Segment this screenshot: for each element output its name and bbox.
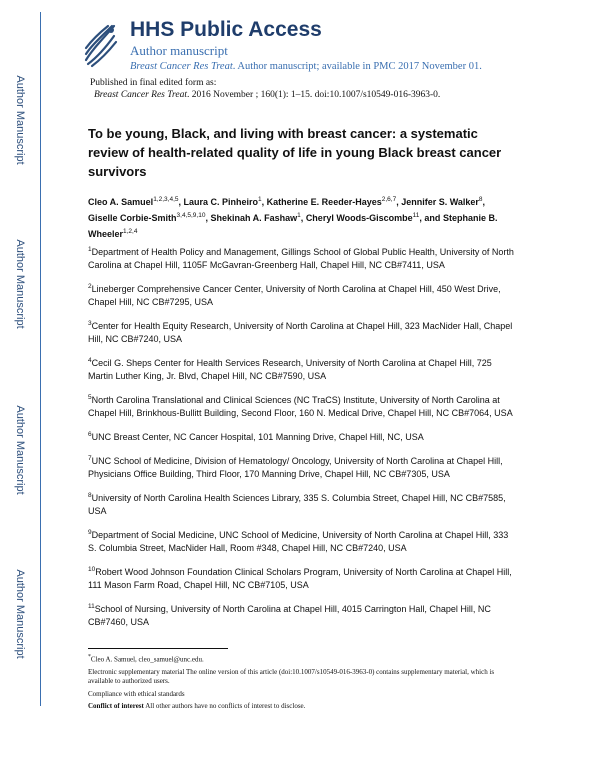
affiliation-number: 2 (88, 283, 92, 290)
header (60, 8, 590, 74)
affiliation-text: North Carolina Translational and Clinical Sciences (NC TraCS) Institute, University of North Carolina at Chapel Hill, Brinkhous-Bullitt Building, Second Floor, 160 N. Medical Drive, Chapel Hill, NC CB#7064, USA (88, 395, 513, 418)
supplementary-note: Electronic supplementary material The online version of this article (doi:10.1007/s10549-016-3963-0) contains supplementary material, which is available to authorized users. (88, 667, 495, 686)
author-name: Jennifer S. Walker (401, 197, 479, 207)
hhs-eagle-logo (78, 20, 120, 68)
author-manuscript-label: Author manuscript (130, 43, 228, 58)
affiliation-text: University of North Carolina Health Sciences Library, 335 S. Columbia Street, Chapel Hill, NC CB#7585, USA (88, 493, 506, 516)
author-separator: , (396, 197, 402, 207)
affiliation-list (88, 243, 516, 629)
author-separator: , (178, 197, 184, 207)
sidebar-label: Author Manuscript (14, 405, 26, 495)
affiliation-number: 11 (88, 603, 95, 610)
affiliation (88, 600, 516, 629)
author-name: Shekinah A. Fashaw (210, 213, 298, 223)
conflict-note: Conflict of interest All other authors have no conflicts of interest to disclose. (88, 702, 306, 711)
correspondence-note: *Cleo A. Samuel, cleo_samuel@unc.edu. (88, 654, 204, 664)
sidebar-label: Author Manuscript (14, 239, 26, 329)
journal-availability: Breast Cancer Res Treat. Author manuscript; available in PMC 2017 November 01. (130, 61, 482, 72)
compliance-note: Compliance with ethical standards (88, 689, 185, 698)
footnotes (88, 648, 518, 715)
author-separator: , (205, 213, 211, 223)
author-affiliation-marker: 1,2,3,4,5 (153, 196, 179, 203)
affiliation (88, 391, 516, 420)
sidebar (0, 0, 48, 706)
author-affiliation-marker: 3,4,5,9,10 (176, 212, 206, 219)
author-affiliation-marker: 8 (478, 196, 483, 203)
affiliation (88, 280, 516, 309)
author-separator: , (261, 197, 267, 207)
affiliation-text: School of Nursing, University of North Carolina at Chapel Hill, 4015 Carrington Hall, Chapel Hill, NC CB#7460, USA (88, 604, 491, 627)
affiliation-number: 4 (88, 357, 92, 364)
article-title: To be young, Black, and living with breast cancer: a systematic review of health-related quality of life in young Black breast cancer survivors (88, 126, 502, 179)
affiliation-number: 10 (88, 566, 96, 573)
author-name: Katherine E. Reeder-Hayes (266, 197, 382, 207)
author-separator: , (482, 197, 486, 207)
affiliation-number: 8 (88, 492, 92, 499)
hhs-title: HHS Public Access (130, 18, 322, 41)
author-affiliation-marker: 2,6,7 (381, 196, 397, 203)
author-name: Laura C. Pinheiro (183, 197, 259, 207)
citation: Breast Cancer Res Treat. 2016 November ; 160(1): 1–15. doi:10.1007/s10549-016-3963-0. (94, 90, 441, 100)
published-label: Published in final edited form as: (90, 78, 217, 88)
affiliation (88, 243, 516, 272)
affiliation-number: 6 (88, 431, 92, 438)
author-name: Cheryl Woods-Giscombe (305, 213, 413, 223)
author-affiliation-marker: 11 (412, 212, 420, 219)
affiliation-text: Cecil G. Sheps Center for Health Services Research, University of North Carolina at Chapel Hill, 725 Martin Luther King, Jr. Blvd, Chapel Hill, NC CB#7590, USA (88, 358, 492, 381)
affiliation (88, 317, 516, 346)
affiliation-number: 9 (88, 529, 92, 536)
author-name: Giselle Corbie-Smith (88, 213, 177, 223)
affiliation (88, 526, 516, 555)
footnote-rule (88, 648, 228, 649)
affiliation-text: UNC School of Medicine, Division of Hematology/ Oncology, University of North Carolina at Chapel Hill, Physicians Office Building, Third Floor, 170 Manning Drive, Chapel Hill, NC CB#7305, USA (88, 456, 503, 479)
affiliation (88, 428, 516, 444)
sidebar-label: Author Manuscript (14, 75, 26, 165)
affiliation-text: Department of Health Policy and Management, Gillings School of Global Public Health, University of North Carolina at Chapel Hill, 1105F McGavran-Greenberg Hall, Chapel Hill, NC CB#7411, USA (88, 247, 514, 270)
sidebar-label: Author Manuscript (14, 569, 26, 659)
affiliation (88, 354, 516, 383)
affiliation-text: Robert Wood Johnson Foundation Clinical Scholars Program, University of North Carolina at Chapel Hill, 111 Mason Farm Road, Chapel Hill, NC CB#7105, USA (88, 567, 512, 590)
affiliation (88, 563, 516, 592)
author-separator: , (300, 213, 306, 223)
publication-info (90, 77, 440, 101)
author-list (88, 193, 516, 241)
sidebar-divider (40, 12, 41, 706)
author-name: Stephanie B. Wheeler (88, 213, 498, 239)
author-separator: , and (419, 213, 443, 223)
affiliation-number: 3 (88, 320, 92, 327)
article (88, 124, 516, 637)
affiliation (88, 452, 516, 481)
author-affiliation-marker: 1 (258, 196, 262, 203)
affiliation-number: 1 (88, 246, 92, 253)
author-name: Cleo A. Samuel (88, 197, 154, 207)
affiliation-text: UNC Breast Center, NC Cancer Hospital, 101 Manning Drive, Chapel Hill, NC, USA (91, 432, 424, 442)
affiliation-text: Lineberger Comprehensive Cancer Center, University of North Carolina at Chapel Hill, 450 West Drive, Chapel Hill, NC CB#7295, USA (88, 284, 501, 307)
affiliation-number: 5 (88, 394, 92, 401)
affiliation (88, 489, 516, 518)
author-affiliation-marker: 1,2,4 (123, 228, 138, 235)
author-affiliation-marker: 1 (297, 212, 301, 219)
affiliation-text: Department of Social Medicine, UNC School of Medicine, University of North Carolina at Chapel Hill, 333 S. Columbia Street, MacNider Hall, Room #348, Chapel Hill, NC CB#7240, USA (88, 530, 509, 553)
affiliation-number: 7 (88, 455, 92, 462)
affiliation-text: Center for Health Equity Research, University of North Carolina at Chapel Hill, 323 MacNider Hall, Chapel Hill, NC CB#7240, USA (88, 321, 513, 344)
